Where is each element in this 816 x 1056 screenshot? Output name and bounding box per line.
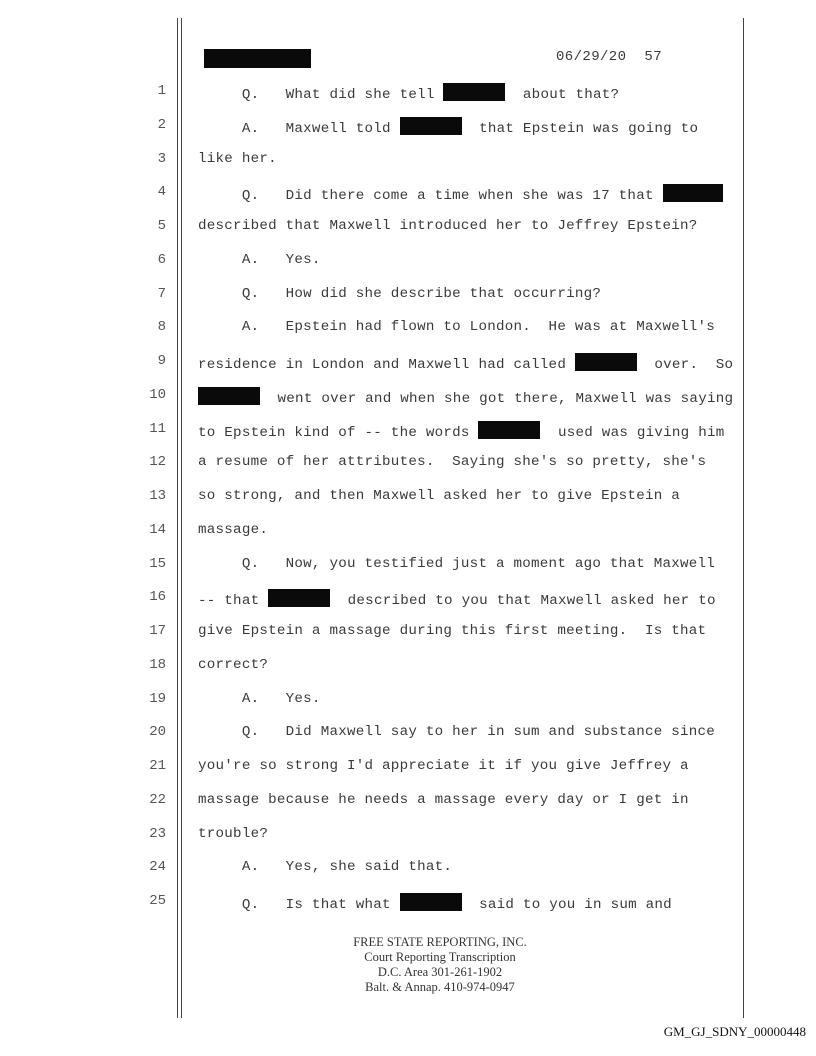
- redaction-box: [198, 387, 260, 405]
- transcript-text: massage because he needs a massage every day or I get in: [198, 791, 689, 808]
- transcript-text: Q. Now, you testified just a moment ago that Maxwell: [198, 555, 716, 572]
- line-number: 21: [149, 758, 166, 774]
- line-number: 7: [157, 285, 166, 302]
- transcript-text: A. Maxwell told: [198, 120, 400, 137]
- transcript-line: [198, 691, 321, 707]
- transcript-line: [198, 893, 672, 913]
- footer-company: FREE STATE REPORTING, INC.: [353, 935, 527, 949]
- line-number: 17: [149, 623, 166, 639]
- transcript-line: [198, 758, 689, 774]
- line-number: 9: [157, 353, 166, 369]
- line-number: 15: [149, 555, 166, 572]
- line-number: 2: [157, 116, 166, 133]
- reporter-footer: [300, 935, 580, 995]
- transcript-line: [198, 421, 725, 441]
- transcript-text: said to you in sum and: [461, 897, 672, 913]
- transcript-text: trouble?: [198, 825, 269, 842]
- transcript-text: -- that: [198, 593, 269, 610]
- transcript-line: [198, 454, 706, 470]
- transcript-text: described to you that Maxwell asked her to: [330, 593, 716, 610]
- footer-balt-phone: Balt. & Annap. 410-974-0947: [365, 980, 515, 994]
- transcript-text: that Epstein was going to: [461, 120, 699, 137]
- transcript-text: give Epstein a massage during this first meeting. Is that: [198, 623, 707, 639]
- transcript-text: a resume of her attributes. Saying she's so pretty, she's: [198, 454, 707, 471]
- transcript-text: A. Yes.: [198, 251, 321, 268]
- line-number: 23: [149, 825, 166, 842]
- line-number: 8: [157, 319, 166, 336]
- line-number: 3: [157, 150, 166, 167]
- transcript-line: [198, 353, 733, 373]
- transcript-line: [198, 826, 268, 842]
- transcript-text: like her.: [198, 150, 277, 167]
- line-number: 12: [149, 454, 166, 471]
- transcript-line: [198, 151, 277, 167]
- transcript-text: to Epstein kind of -- the words: [198, 424, 479, 441]
- line-number: 11: [149, 420, 166, 437]
- line-number: 4: [157, 184, 166, 201]
- line-number: 6: [157, 251, 166, 268]
- transcript-line: [198, 589, 716, 609]
- footer-service: Court Reporting Transcription: [364, 950, 516, 964]
- transcript-line: [198, 522, 268, 538]
- redaction-box: [400, 117, 462, 135]
- redaction-box: [443, 83, 505, 101]
- transcript-text: used was giving him: [540, 424, 725, 441]
- transcript-text: residence in London and Maxwell had called: [198, 357, 575, 373]
- line-number: 22: [149, 791, 166, 808]
- transcript-line: [198, 859, 452, 875]
- redaction-box: [268, 589, 330, 607]
- line-number: 25: [149, 893, 166, 909]
- transcript-line: [198, 792, 689, 808]
- line-number: 14: [149, 521, 166, 538]
- transcript-text: described that Maxwell introduced her to Jeffrey Epstein?: [198, 218, 698, 234]
- line-number: 19: [149, 690, 166, 707]
- transcript-text: massage.: [198, 521, 269, 538]
- line-number: 13: [149, 488, 166, 504]
- header-page-number: 57: [644, 49, 663, 65]
- right-margin-rule: [743, 18, 744, 1018]
- transcript-text: you're so strong I'd appreciate it if you give Jeffrey a: [198, 758, 689, 774]
- transcript-line: [198, 623, 706, 639]
- transcript-text: went over and when she got there, Maxwell was saying: [260, 390, 734, 407]
- transcript-line: [198, 252, 321, 268]
- transcript-text: correct?: [198, 656, 269, 673]
- transcript-line: [198, 184, 723, 204]
- header-redaction-box: [204, 49, 311, 68]
- transcript-text: Q. How did she describe that occurring?: [198, 285, 602, 302]
- redaction-box: [478, 421, 540, 439]
- transcript-text: A. Epstein had flown to London. He was at Maxwell's: [198, 319, 716, 336]
- transcript-line: [198, 286, 601, 302]
- line-number: 10: [149, 386, 166, 403]
- transcript-line: [198, 657, 268, 673]
- redaction-box: [663, 184, 723, 202]
- transcript-line: [198, 117, 698, 137]
- redaction-box: [575, 353, 637, 371]
- line-number: 5: [157, 218, 166, 234]
- transcript-text: A. Yes, she said that.: [198, 859, 453, 876]
- transcript-line: [198, 83, 619, 103]
- line-number: 18: [149, 656, 166, 673]
- transcript-line: [198, 556, 715, 572]
- line-number: 24: [149, 859, 166, 876]
- transcript-text: Q. Did Maxwell say to her in sum and substance since: [198, 724, 716, 741]
- transcript-text: A. Yes.: [198, 690, 321, 707]
- transcript-text: over. So: [636, 357, 734, 373]
- transcript-text: Q. What did she tell: [198, 87, 444, 103]
- transcript-line: [198, 488, 680, 504]
- transcript-line: [198, 218, 698, 234]
- transcript-line: [198, 387, 733, 407]
- left-margin-rule-inner: [181, 18, 182, 1018]
- redaction-box: [400, 893, 462, 911]
- bates-number: GM_GJ_SDNY_00000448: [663, 1024, 806, 1039]
- transcript-text: Q. Is that what: [198, 897, 400, 913]
- transcript-line: [198, 724, 715, 740]
- line-number: 16: [149, 589, 166, 606]
- line-number: 1: [157, 83, 166, 99]
- transcript-text: so strong, and then Maxwell asked her to give Epstein a: [198, 488, 681, 504]
- header-date: 06/29/20: [556, 49, 627, 65]
- footer-dc-phone: D.C. Area 301-261-1902: [377, 965, 503, 979]
- line-number: 20: [149, 724, 166, 741]
- transcript-line: [198, 319, 715, 335]
- transcript-text: Q. Did there come a time when she was 17 that: [198, 188, 663, 205]
- page-header: [556, 49, 662, 65]
- transcript-text: about that?: [505, 87, 620, 103]
- left-margin-rule-outer: [177, 18, 178, 1018]
